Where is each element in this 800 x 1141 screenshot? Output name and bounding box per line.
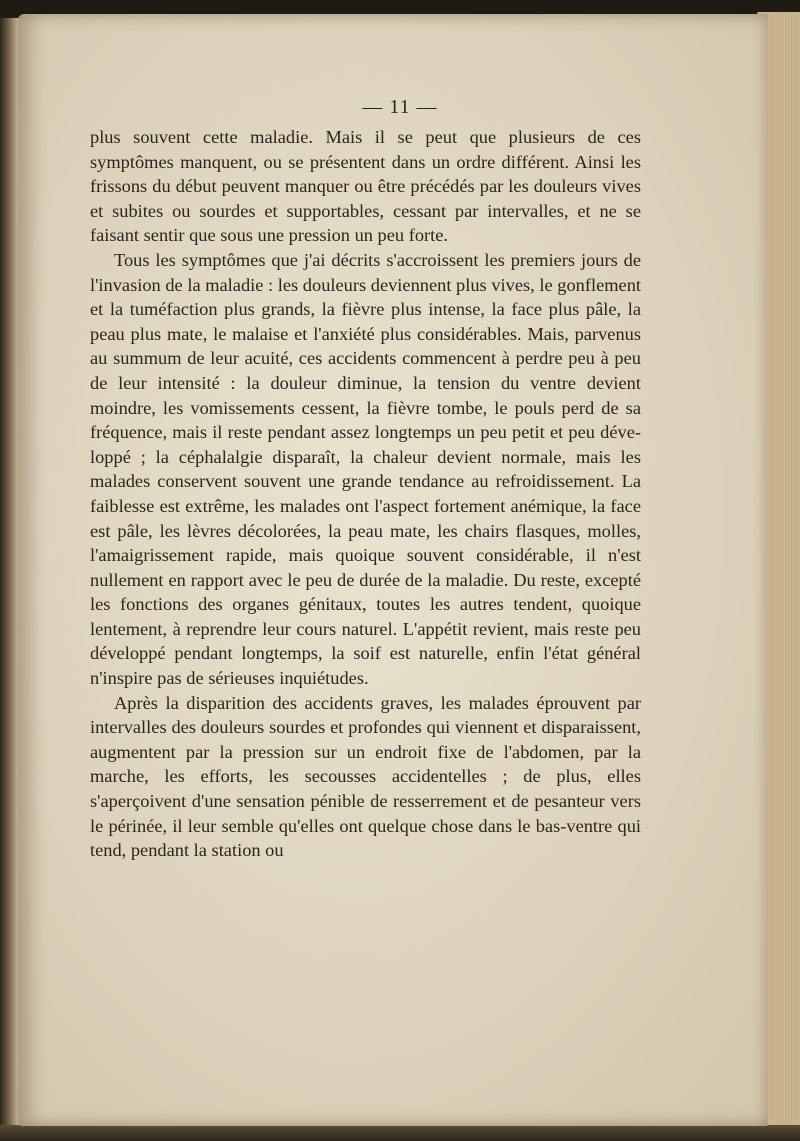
paragraph-3: Après la disparition des accidents graves, les malades éprouvent par intervalles des douleurs sourdes et profondes qui viennent et disparaissent, augmentent par la pression sur un endroit fixe de l'abdomen, par la marche, les efforts, les secousses accidentelles ; de plus, elles s'aperçoivent d'une sensation pénible de resserrement et de pesanteur vers le périnée, il leur semble qu'elles ont quelque chose dans le bas-ventre qui tend, pendant la station ou [90,692,641,861]
body-text [90,125,641,863]
paragraph-2: Tous les symptômes que j'ai décrits s'accroissent les premiers jours de l'invasion de la maladie : les douleurs deviennent plus vives, le gonflement et la tuméfaction plus grands, la fièvre plus intense, la face plus pâle, la peau plus mate, le malaise et l'anxiété plus considérables. Mais, parvenus au summum de leur acuité, ces accidents commencent à perdre peu à peu de leur intensité : la douleur diminue, la tension du ventre devient moindre, les vomissements cessent, la fièvre tombe, le pouls perd de sa fréquence, mais il reste pendant assez longtemps un peu petit et peu développé ; la céphalalgie disparaît, la chaleur devient normale, mais les malades conservent souvent une grande tendance au refroidissement. La faiblesse est extrême, les malades ont l'aspect fortement anémique, la face est pâle, les lèvres décolorées, la peau mate, les chairs flasques, molles, l'amaigrissement rapide, mais quoique souvent considérable, il n'est nullement en rapport avec le peu de durée de la maladie. Du reste, excepté les fonctions des organes génitaux, toutes les autres tendent, quoique lentement, à reprendre leur cours naturel. L'appétit revient, mais reste peu développé pendant longtemps, la soif est naturelle, enfin l'état général n'inspire pas de sérieuses inquiétudes. [90,249,641,689]
book-bottom-edge [0,1125,800,1141]
paragraph-1: plus souvent cette maladie. Mais il se peut que plusieurs de ces symptômes manquent, ou se présentent dans un ordre différent. Ainsi les frissons du début peuvent manquer ou être précédés par les douleurs vives et subites ou sourdes et supportables, cessant par intervalles, et ne se faisant sentir que sous une pression un peu forte. [90,127,641,246]
page-number: — 11 — [362,96,438,118]
